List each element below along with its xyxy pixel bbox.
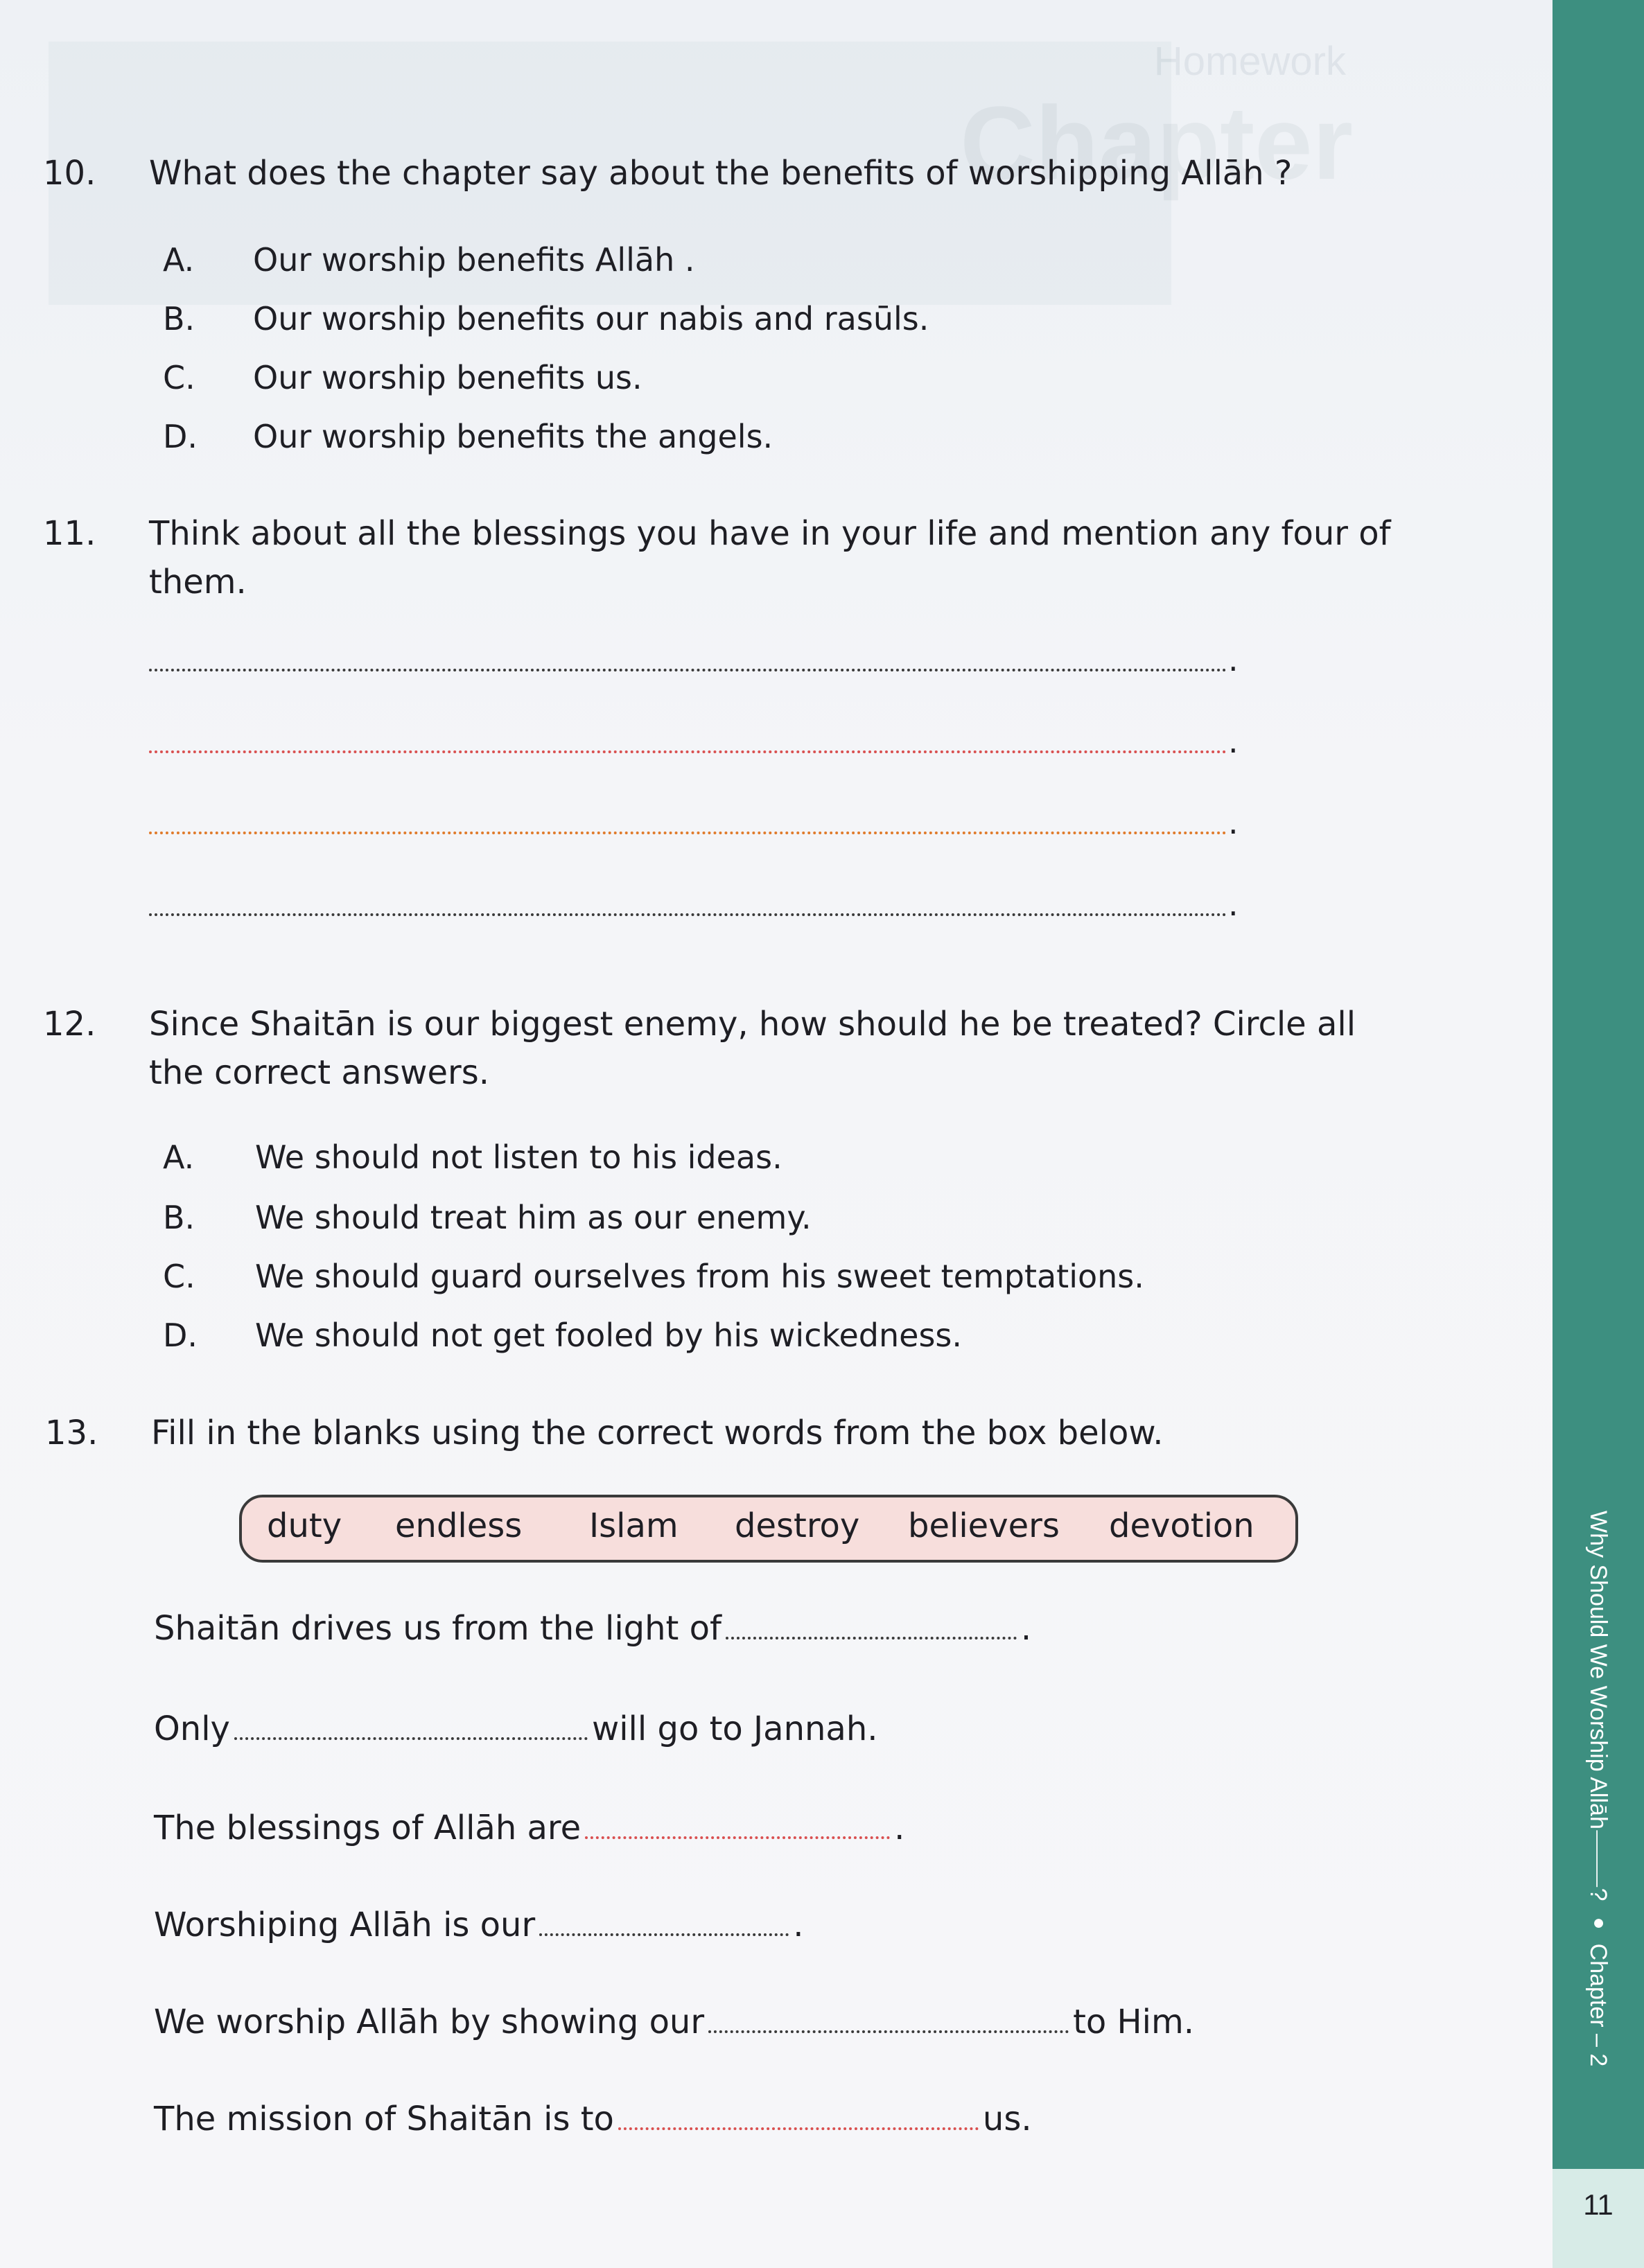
fill-sentence bbox=[154, 1705, 878, 1753]
sentence-text: to Him. bbox=[1073, 2003, 1194, 2041]
word-bank-item: endless bbox=[395, 1506, 523, 1545]
blank-field[interactable] bbox=[708, 2030, 1069, 2033]
sidebar-caption bbox=[1573, 1511, 1623, 2155]
sentence-text: Shaitān drives us from the light of bbox=[154, 1609, 722, 1648]
sentence-text: The mission of Shaitān is to bbox=[154, 2100, 614, 2138]
option-label[interactable]: A. bbox=[163, 241, 195, 279]
sentence-text: . bbox=[1020, 1609, 1032, 1648]
question-number: 12. bbox=[43, 1005, 96, 1044]
option-text[interactable]: Our worship benefits us. bbox=[253, 359, 642, 396]
answer-line[interactable] bbox=[149, 750, 1227, 753]
answer-line[interactable] bbox=[149, 669, 1227, 671]
sentence-text: Worshiping Allāh is our bbox=[154, 1906, 536, 1944]
option-label[interactable]: B. bbox=[163, 300, 195, 337]
sentence-text: will go to Jannah. bbox=[591, 1709, 878, 1748]
question-number: 11. bbox=[43, 514, 96, 553]
option-text[interactable]: Our worship benefits Allāh . bbox=[253, 241, 695, 279]
word-bank-item: believers bbox=[908, 1506, 1060, 1545]
fill-sentence bbox=[154, 1998, 1194, 2046]
word-bank-item: devotion bbox=[1109, 1506, 1254, 1545]
option-text[interactable]: Our worship benefits our nabis and rasūls. bbox=[253, 300, 929, 337]
fill-sentence bbox=[154, 1604, 1031, 1653]
option-label[interactable]: B. bbox=[163, 1199, 195, 1236]
option-text[interactable]: We should guard ourselves from his sweet temptations. bbox=[255, 1258, 1144, 1295]
option-label[interactable]: C. bbox=[163, 1258, 195, 1295]
question-text-line-1: Since Shaitān is our biggest enemy, how should he be treated? Circle all bbox=[149, 1005, 1356, 1044]
question-text-line-2: the correct answers. bbox=[149, 1053, 489, 1092]
sidebar-chapter: Chapter – 2 bbox=[1585, 1943, 1611, 2067]
blank-field[interactable] bbox=[539, 1933, 789, 1936]
option-text[interactable]: We should treat him as our enemy. bbox=[255, 1199, 812, 1236]
fill-sentence bbox=[154, 1804, 904, 1852]
option-label[interactable]: A. bbox=[163, 1139, 195, 1176]
bullet-icon: ● bbox=[1587, 1910, 1610, 1934]
sentence-text: . bbox=[894, 1809, 905, 1847]
page-number: 11 bbox=[1583, 2188, 1614, 2221]
option-label[interactable]: D. bbox=[163, 1317, 198, 1354]
answer-line-end: . bbox=[1228, 886, 1239, 923]
answer-line[interactable] bbox=[149, 913, 1227, 916]
word-bank-item: destroy bbox=[735, 1506, 860, 1545]
question-text-line-1: Think about all the blessings you have in your life and mention any four of bbox=[149, 514, 1391, 553]
blank-field[interactable] bbox=[585, 1836, 890, 1839]
answer-line-end: . bbox=[1228, 804, 1239, 841]
word-bank-item: duty bbox=[267, 1506, 342, 1545]
fill-sentence bbox=[154, 2095, 1032, 2143]
answer-line-end: . bbox=[1228, 641, 1239, 678]
word-bank-item: Islam bbox=[589, 1506, 679, 1545]
question-text-line-2: them. bbox=[149, 563, 247, 601]
question-number: 10. bbox=[43, 154, 96, 193]
answer-line-end: . bbox=[1228, 723, 1239, 760]
option-text[interactable]: We should not listen to his ideas. bbox=[255, 1139, 782, 1176]
blank-field[interactable] bbox=[618, 2127, 979, 2130]
question-text: Fill in the blanks using the correct words from the box below. bbox=[151, 1414, 1164, 1452]
blank-field[interactable] bbox=[726, 1637, 1017, 1640]
faded-homework-label: Homework bbox=[1153, 39, 1346, 84]
question-number: 13. bbox=[45, 1414, 98, 1452]
blank-field[interactable] bbox=[234, 1737, 588, 1740]
sentence-text: . bbox=[793, 1906, 804, 1944]
sentence-text: us. bbox=[982, 2100, 1032, 2138]
option-text[interactable]: We should not get fooled by his wickedness. bbox=[255, 1317, 962, 1354]
sentence-text: The blessings of Allāh are bbox=[154, 1809, 581, 1847]
faded-chapter-label: Chapter bbox=[960, 85, 1353, 201]
sidebar-title: Why Should We Worship Allāh⸻? bbox=[1585, 1511, 1611, 1901]
sentence-text: We worship Allāh by showing our bbox=[154, 2003, 705, 2041]
question-text: What does the chapter say about the benefits of worshipping Allāh ? bbox=[149, 154, 1293, 193]
option-text[interactable]: Our worship benefits the angels. bbox=[253, 418, 773, 455]
option-label[interactable]: D. bbox=[163, 418, 198, 455]
option-label[interactable]: C. bbox=[163, 359, 195, 396]
sentence-text: Only bbox=[154, 1709, 230, 1748]
fill-sentence bbox=[154, 1901, 803, 1949]
answer-line[interactable] bbox=[149, 832, 1227, 834]
